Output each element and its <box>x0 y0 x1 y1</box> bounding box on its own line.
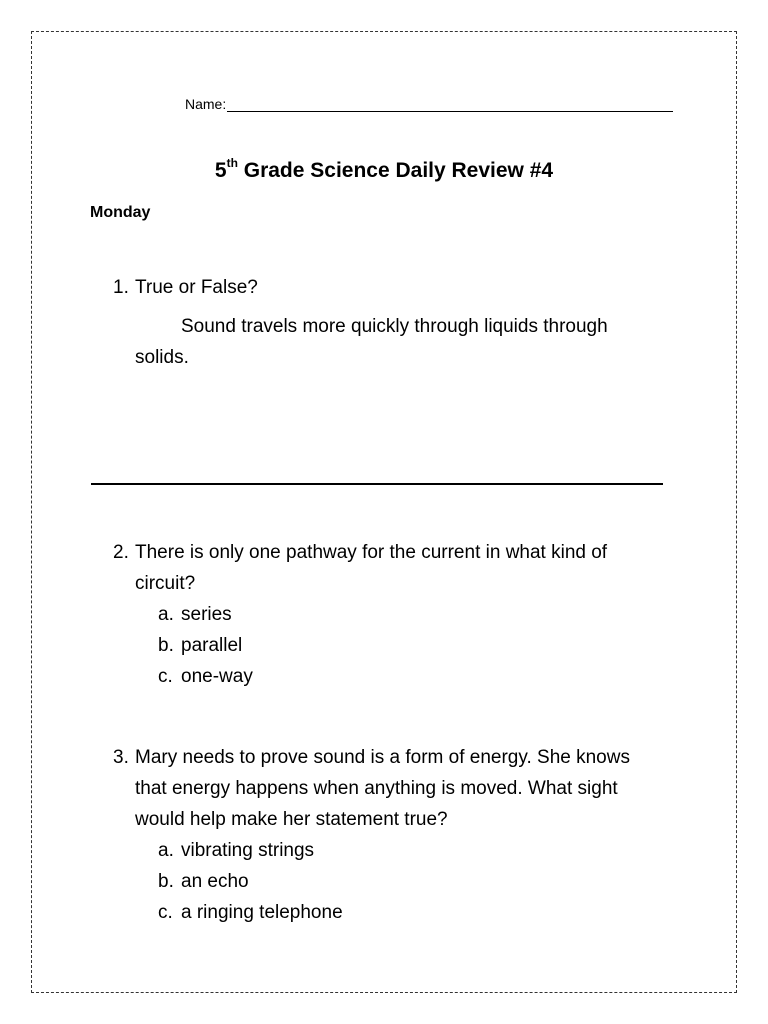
option-text: series <box>181 604 232 625</box>
question-number: 2. <box>113 542 129 563</box>
option-letter: a. <box>158 840 174 861</box>
option-text: a ringing telephone <box>181 902 343 923</box>
option-a[interactable] <box>113 599 607 630</box>
option-letter: c. <box>158 666 173 687</box>
question-text-line-2: circuit? <box>135 573 196 594</box>
worksheet-title <box>0 158 768 183</box>
question-text-line-2: that energy happens when anything is moved. What sight <box>135 778 618 799</box>
title-grade-suffix: th <box>226 156 238 170</box>
question-text-line-1: There is only one pathway for the current in what kind of <box>135 542 608 563</box>
day-label: Monday <box>90 204 151 221</box>
name-label: Name: <box>185 96 227 112</box>
option-c[interactable] <box>113 661 607 692</box>
question-number: 1. <box>113 277 129 298</box>
answer-line[interactable] <box>91 483 663 485</box>
name-blank-line[interactable] <box>227 97 673 112</box>
question-number: 3. <box>113 747 129 768</box>
question-statement-line-1: Sound travels more quickly through liquids through <box>181 316 608 337</box>
option-letter: b. <box>158 871 174 892</box>
question-2 <box>113 537 607 692</box>
option-letter: a. <box>158 604 174 625</box>
option-text: vibrating strings <box>181 840 315 861</box>
question-text-line-3: would help make her statement true? <box>135 809 448 830</box>
title-main: Grade Science Daily Review #4 <box>237 159 554 182</box>
question-1 <box>113 272 608 373</box>
option-text: an echo <box>181 871 249 892</box>
option-b[interactable] <box>113 630 607 661</box>
question-text-line-1: Mary needs to prove sound is a form of energy. She knows <box>135 747 630 768</box>
question-3 <box>113 742 630 928</box>
question-statement-line-2: solids. <box>135 347 189 368</box>
option-letter: c. <box>158 902 173 923</box>
option-letter: b. <box>158 635 174 656</box>
option-text: parallel <box>181 635 243 656</box>
question-text: True or False? <box>135 277 258 298</box>
option-b[interactable] <box>113 866 630 897</box>
option-a[interactable] <box>113 835 630 866</box>
option-text: one-way <box>181 666 253 687</box>
title-grade-number: 5 <box>214 159 227 182</box>
name-field <box>185 96 673 112</box>
option-c[interactable] <box>113 897 630 928</box>
